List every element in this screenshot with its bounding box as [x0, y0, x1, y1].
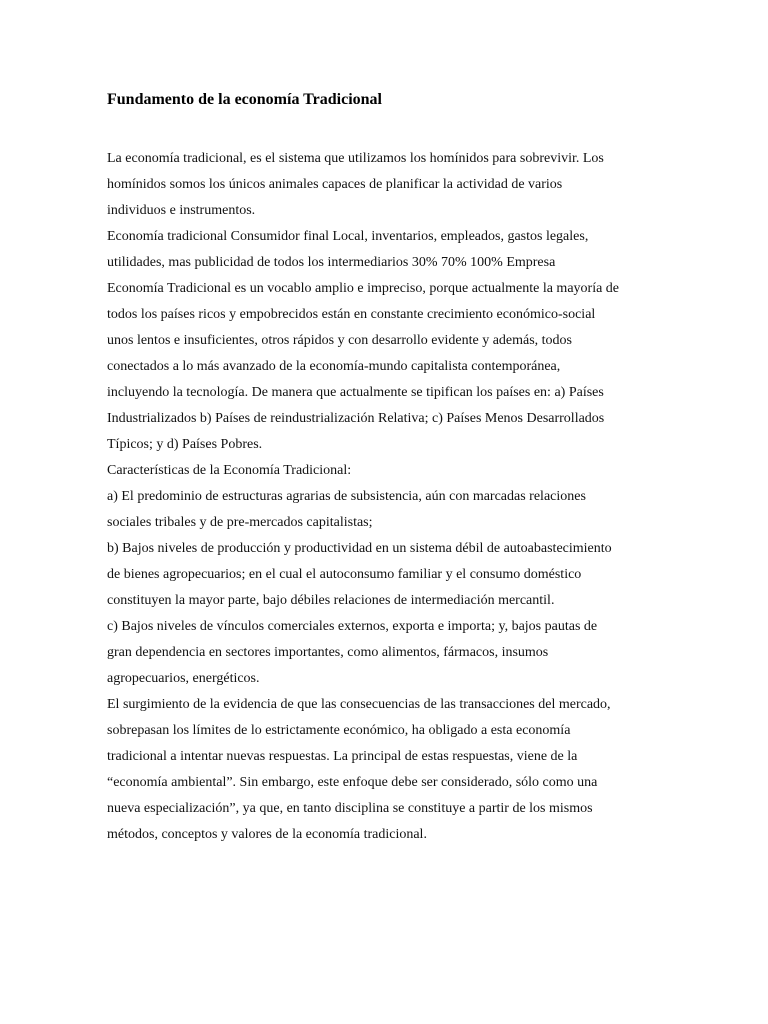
text-line: sobrepasan los límites de lo estrictamente económico, ha obligado a esta economía	[107, 723, 571, 738]
text-line: homínidos somos los únicos animales capaces de planificar la actividad de varios	[107, 177, 563, 192]
text-line: Industrializados b) Países de reindustrialización Relativa; c) Países Menos Desarrollados	[107, 411, 605, 426]
text-line: individuos e instrumentos.	[107, 203, 256, 218]
text-line: constituyen la mayor parte, bajo débiles relaciones de intermediación mercantil.	[107, 593, 555, 608]
text-line: Características de la Economía Tradicional:	[107, 463, 352, 478]
text-line: conectados a lo más avanzado de la economía-mundo capitalista contemporánea,	[107, 359, 561, 374]
text-line: Economía tradicional Consumidor final Local, inventarios, empleados, gastos legales,	[107, 229, 589, 244]
text-line: métodos, conceptos y valores de la economía tradicional.	[107, 827, 427, 842]
text-line: Típicos; y d) Países Pobres.	[107, 437, 263, 452]
text-line: nueva especialización”, ya que, en tanto disciplina se constituye a partir de los mismos	[107, 801, 593, 816]
document-title: Fundamento de la economía Tradicional	[107, 91, 382, 108]
text-line: utilidades, mas publicidad de todos los intermediarios 30% 70% 100% Empresa	[107, 255, 556, 270]
text-line: incluyendo la tecnología. De manera que actualmente se tipifican los países en: a) Países	[107, 385, 604, 400]
text-line: tradicional a intentar nuevas respuestas. La principal de estas respuestas, viene de la	[107, 749, 578, 764]
text-line: unos lentos e insuficientes, otros rápidos y con desarrollo evidente y además, todos	[107, 333, 573, 348]
text-line: Economía Tradicional es un vocablo amplio e impreciso, porque actualmente la mayoría de	[107, 281, 620, 296]
text-line: sociales tribales y de pre-mercados capitalistas;	[107, 515, 373, 530]
text-line: b) Bajos niveles de producción y productividad en un sistema débil de autoabastecimiento	[107, 541, 612, 556]
text-line: agropecuarios, energéticos.	[107, 671, 260, 686]
text-line: “economía ambiental”. Sin embargo, este enfoque debe ser considerado, sólo como una	[107, 775, 598, 790]
text-line: todos los países ricos y empobrecidos están en constante crecimiento económico-social	[107, 307, 596, 322]
document-body	[107, 146, 667, 848]
text-line: c) Bajos niveles de vínculos comerciales externos, exporta e importa; y, bajos pautas de	[107, 619, 598, 634]
text-line: La economía tradicional, es el sistema que utilizamos los homínidos para sobrevivir. Los	[107, 151, 604, 166]
text-line: a) El predominio de estructuras agrarias de subsistencia, aún con marcadas relaciones	[107, 489, 586, 504]
text-line: de bienes agropecuarios; en el cual el autoconsumo familiar y el consumo doméstico	[107, 567, 582, 582]
text-line: El surgimiento de la evidencia de que las consecuencias de las transacciones del mercado,	[107, 697, 611, 712]
text-line: gran dependencia en sectores importantes, como alimentos, fármacos, insumos	[107, 645, 549, 660]
